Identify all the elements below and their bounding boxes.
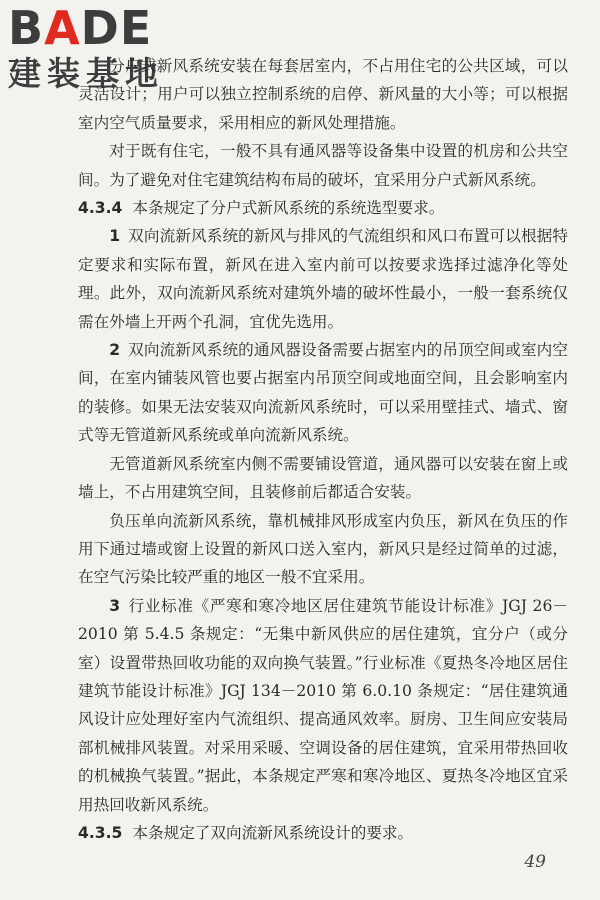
logo-chinese-text: 建装基地 (8, 54, 164, 93)
section-heading-text: 本条规定了双向流新风系统设计的要求。 (132, 823, 414, 842)
item-text: 双向流新风系统的通风器设备需要占据室内的吊顶空间或室内空间，在室内铺装风管也要占据室内吊顶空间或地面空间，且会影响室内的装修。如果无法安装双向流新风系统时，可以采用壁挂式、墙式、窗式等无管道新风系统或单向流新风系统。 (78, 341, 568, 445)
paragraph: 对于既有住宅，一般不具有通风器等设备集中设置的机房和公共空间。为了避免对住宅建筑结构布局的破坏，宜采用分户式新风系统。 (78, 142, 568, 189)
section-number: 4.3.5 (78, 823, 123, 842)
paragraph: 分户式新风系统安装在每套居室内，不占用住宅的公共区域，可以灵活设计；用户可以独立控制系统的启停、新风量的大小等；可以根据室内空气质量要求，采用相应的新风处理措施。 (78, 57, 568, 132)
item-text: 双向流新风系统的新风与排风的气流组织和风口布置可以根据特定要求和实际布置，新风在进入室内前可以按要求选择过滤净化等处理。此外，双向流新风系统对建筑外墙的破坏性最小，一般一套系统仅需在外墙上开两个孔洞，宜优先选用。 (78, 227, 568, 331)
section-heading-text: 本条规定了分户式新风系统的系统选型要求。 (132, 199, 445, 218)
item-number: 3 (109, 596, 121, 615)
body-text (78, 52, 568, 847)
logo-latin-text: BADE (8, 1, 153, 55)
item-text: 行业标准《严寒和寒冷地区居住建筑节能设计标准》JGJ 26－2010 第 5.4.5 条规定：“无集中新风供应的居住建筑，宜分户（或分室）设置带热回收功能的双向换气装置。”行业标准《夏热冬冷地区居住建筑节能设计标准》JGJ 134－2010 第 6.0.10 条规定：“居住建筑通风设计应处理好室内气流组织、提高通风效率。厨房、卫生间应安装局部机械排风装置。对采用采暖、空调设备的居住建筑，宜采用带热回收的机械换气装置。”据此，本条规定严寒和寒冷地区、夏热冬冷地区宜采用热回收新风系统。 (78, 596, 568, 814)
list-item (78, 592, 568, 819)
list-item (78, 222, 568, 336)
paragraph: 无管道新风系统室内侧不需要铺设管道，通风器可以安装在窗上或墙上，不占用建筑空间，且装修前后都适合安装。 (78, 454, 568, 502)
section-heading (78, 819, 568, 847)
item-number: 1 (109, 227, 121, 246)
list-item (78, 336, 568, 450)
page-number: 49 (524, 852, 546, 872)
item-number: 2 (109, 341, 121, 360)
section-heading (78, 194, 568, 222)
section-number: 4.3.4 (78, 199, 123, 218)
paragraph: 负压单向流新风系统，靠机械排风形成室内负压，新风在负压的作用下通过墙或窗上设置的新风口送入室内，新风只是经过简单的过滤，在空气污染比较严重的地区一般不宜采用。 (78, 511, 568, 587)
